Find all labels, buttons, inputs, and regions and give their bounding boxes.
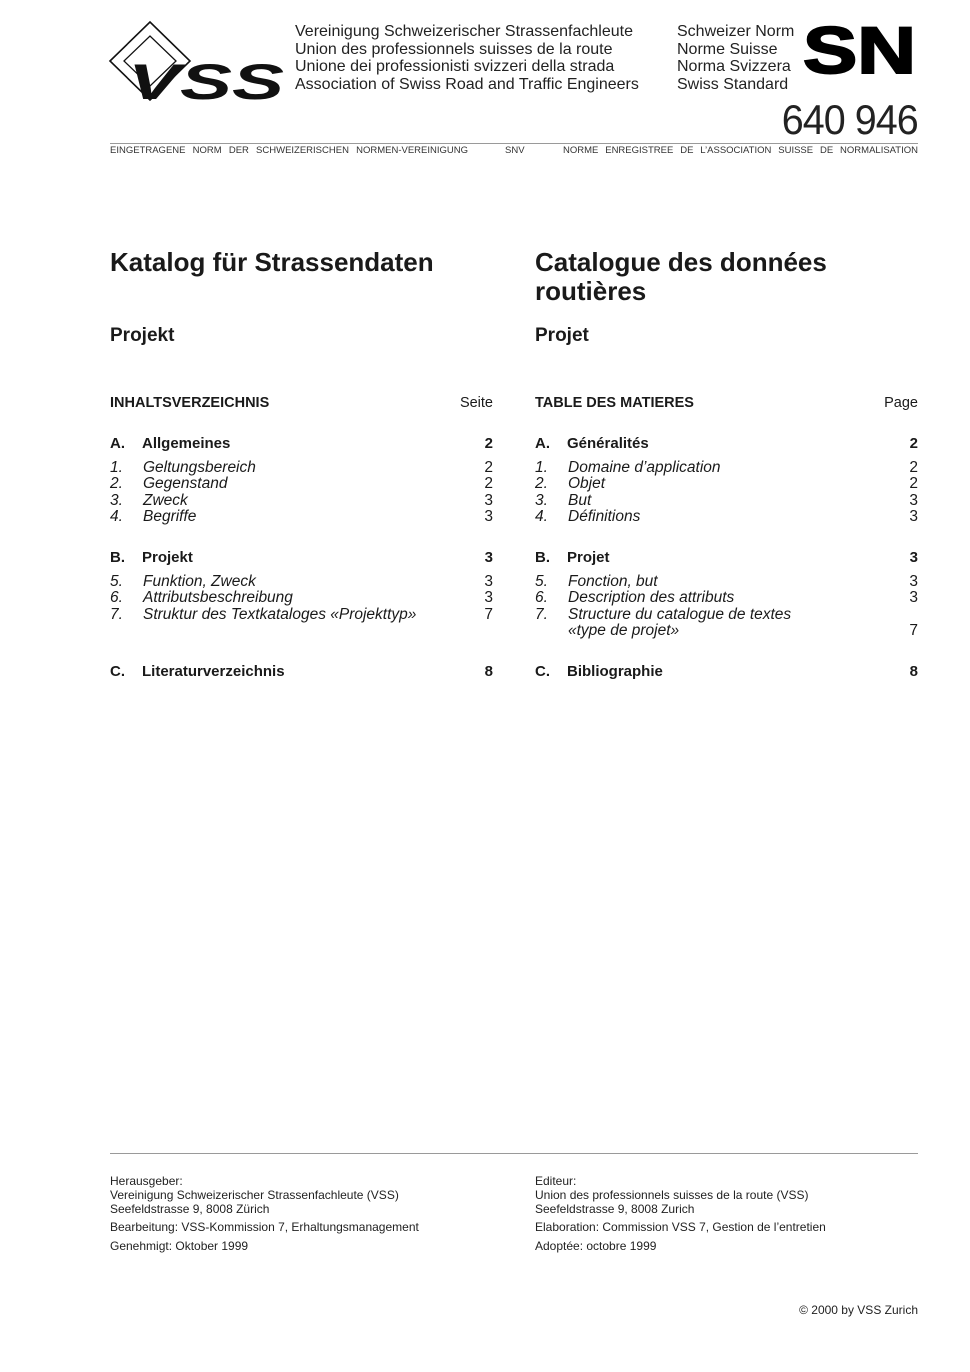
- toc-page-number: 3: [484, 508, 493, 526]
- toc-section-letter: C.: [110, 662, 125, 680]
- toc-item-title: Zweck: [143, 491, 188, 509]
- toc-section-b: [110, 550, 493, 566]
- toc-item-row: [110, 607, 493, 623]
- toc-section-title: Allgemeines: [142, 435, 231, 452]
- copyright-notice: © 2000 by VSS Zurich: [799, 1303, 918, 1317]
- standard-label-en: Swiss Standard: [677, 76, 789, 94]
- toc-item-title: Description des attributs: [568, 589, 735, 607]
- toc-section-c: [110, 664, 493, 680]
- toc-item-row: [110, 493, 493, 509]
- toc-item-row: [535, 607, 918, 640]
- toc-item-row: [535, 476, 918, 492]
- toc-item-title: Geltungsbereich: [143, 458, 256, 476]
- toc-page-number: 3: [484, 548, 493, 566]
- standard-label-de: Schweizer Norm: [677, 23, 795, 40]
- toc-item-number: 7.: [110, 605, 123, 623]
- organization-name-de: Vereinigung Schweizerischer Strassenfachleute: [295, 23, 633, 40]
- toc-item-number: 5.: [535, 572, 548, 590]
- toc-page-number: 3: [909, 548, 918, 566]
- toc-page-label: Seite: [459, 395, 493, 411]
- toc-page-number: 3: [484, 491, 493, 509]
- toc-section-a: [535, 436, 918, 452]
- footer-prepared-by-fr: Elaboration: Commission VSS 7, Gestion de l’entretien: [535, 1220, 826, 1234]
- toc-page-number: 3: [909, 589, 918, 607]
- footer-publisher-de: [110, 1174, 399, 1216]
- toc-item-row: [535, 460, 918, 476]
- toc-item-row: [110, 476, 493, 492]
- toc-section-row: [110, 436, 493, 452]
- toc-page-number: 3: [484, 572, 493, 590]
- toc-page-number: 2: [484, 458, 493, 476]
- standard-label-fr: Norme Suisse: [677, 40, 778, 58]
- footer-publisher-name: Vereinigung Schweizerischer Strassenfachleute (VSS): [110, 1188, 399, 1202]
- toc-items-a: [110, 460, 493, 526]
- sn-logo-text: SN: [803, 20, 916, 78]
- toc-section-row: [535, 550, 918, 566]
- toc-heading-row: [535, 395, 918, 411]
- toc-item-title: Funktion, Zweck: [143, 572, 256, 590]
- toc-section-row: [535, 664, 918, 680]
- toc-section-title: Literaturverzeichnis: [142, 662, 285, 680]
- toc-page-number: 3: [909, 491, 918, 509]
- footer-publisher-address: Seefeldstrasse 9, 8008 Zürich: [110, 1202, 270, 1216]
- toc-heading: INHALTSVERZEICHNIS: [110, 395, 270, 411]
- footer-publisher-name: Union des professionnels suisses de la route (VSS): [535, 1188, 809, 1202]
- toc-section-row: [110, 550, 493, 566]
- organization-name-fr: Union des professionnels suisses de la route: [295, 40, 613, 58]
- toc-item-number: 4.: [110, 508, 123, 526]
- toc-page-number: 3: [909, 508, 918, 526]
- toc-item-number: 6.: [535, 589, 548, 607]
- toc-item-title: Définitions: [568, 508, 641, 526]
- toc-item-row: [110, 590, 493, 606]
- toc-page-number: 2: [909, 458, 918, 476]
- toc-item-number: 6.: [110, 589, 123, 607]
- document-title: Katalog für Strassendaten: [110, 247, 434, 277]
- toc-item-title: Fonction, but: [568, 572, 658, 590]
- toc-section-letter: C.: [535, 662, 550, 680]
- toc-item-number: 7.: [535, 605, 548, 623]
- toc-item-title: Struktur des Textkataloges «Projekttyp»: [143, 605, 417, 623]
- toc-section-title: Généralités: [567, 435, 649, 452]
- footer-rule: [110, 1153, 918, 1154]
- toc-item-title: Attributsbeschreibung: [143, 589, 293, 607]
- toc-item-row: [535, 509, 918, 525]
- toc-item-title: But: [568, 491, 592, 509]
- toc-item-number: 1.: [535, 458, 548, 476]
- toc-items-b: [110, 574, 493, 623]
- toc-item-title: Gegenstand: [143, 475, 228, 493]
- column-de: [110, 0, 493, 700]
- toc-heading-row: [110, 395, 493, 411]
- toc-page-number: 2: [909, 435, 918, 452]
- toc-page-number: 7: [484, 605, 493, 623]
- registration-note-de: EINGETRAGENE NORM DER SCHWEIZERISCHEN NORMEN-VEREINIGUNG: [110, 145, 468, 156]
- norm-number: 640 946: [781, 96, 918, 143]
- toc-item-row: [110, 509, 493, 525]
- toc-section-letter: B.: [535, 548, 550, 566]
- footer-publisher-label: Editeur:: [535, 1174, 577, 1188]
- footer-publisher-address: Seefeldstrasse 9, 8008 Zurich: [535, 1202, 695, 1216]
- document-subtitle: Projekt: [110, 325, 175, 346]
- toc-page-number: 2: [484, 435, 493, 452]
- toc-item-number: 3.: [535, 491, 548, 509]
- toc-page-number: 8: [484, 662, 493, 680]
- footer-publisher-label: Herausgeber:: [110, 1174, 183, 1188]
- toc-section-letter: B.: [110, 548, 125, 566]
- toc-item-row: [535, 590, 918, 606]
- toc-item-title: Begriffe: [143, 508, 197, 526]
- toc-section-title: Projekt: [142, 548, 193, 566]
- toc-page-number: 3: [484, 589, 493, 607]
- registration-abbreviation: SNV: [505, 145, 525, 156]
- toc-item-number: 5.: [110, 572, 123, 590]
- toc-section-letter: A.: [110, 435, 125, 452]
- toc-item-row: [110, 460, 493, 476]
- document-title: Catalogue des données routières: [535, 247, 827, 306]
- toc-section-c: [535, 664, 918, 680]
- toc-heading: TABLE DES MATIERES: [535, 395, 694, 411]
- column-fr: [535, 0, 918, 700]
- toc-item-row: [535, 574, 918, 590]
- vss-logo-text: VSS: [128, 54, 284, 102]
- toc-page-number: 7: [909, 622, 918, 640]
- footer-approved-fr: Adoptée: octobre 1999: [535, 1239, 657, 1253]
- toc-item-number: 3.: [110, 491, 123, 509]
- toc-item-number: 2.: [535, 475, 548, 493]
- organization-name-en: Association of Swiss Road and Traffic Engineers: [295, 76, 639, 94]
- toc-item-number: 4.: [535, 508, 548, 526]
- toc-page-number: 2: [909, 475, 918, 493]
- document-subtitle: Projet: [535, 325, 589, 346]
- toc-page-label: Page: [884, 395, 918, 411]
- footer-approved-de: Genehmigt: Oktober 1999: [110, 1239, 249, 1253]
- toc-items-a: [535, 460, 918, 526]
- toc-items-b: [535, 574, 918, 640]
- toc-item-title: Objet: [568, 475, 606, 493]
- toc-section-title: Bibliographie: [567, 662, 663, 680]
- footer-publisher-fr: [535, 1174, 808, 1216]
- toc-section-row: [535, 436, 918, 452]
- toc-item-row: [110, 574, 493, 590]
- toc-section-title: Projet: [567, 548, 610, 566]
- registration-note-fr: NORME ENREGISTREE DE L’ASSOCIATION SUISSE DE NORMALISATION: [563, 145, 918, 156]
- organization-name-it: Unione dei professionisti svizzeri della strada: [295, 58, 615, 76]
- toc-page-number: 8: [909, 662, 918, 680]
- toc-section-row: [110, 664, 493, 680]
- footer-prepared-by-de: Bearbeitung: VSS-Kommission 7, Erhaltungsmanagement: [110, 1220, 419, 1234]
- toc-section-b: [535, 550, 918, 566]
- toc-item-number: 1.: [110, 458, 123, 476]
- toc-item-row: [535, 493, 918, 509]
- toc-page-number: 3: [909, 572, 918, 590]
- toc-item-title: Structure du catalogue de textes «type de projet»: [568, 605, 792, 640]
- toc-page-number: 2: [484, 475, 493, 493]
- toc-item-title: Domaine d’application: [568, 458, 721, 476]
- toc-section-letter: A.: [535, 435, 550, 452]
- toc-item-number: 2.: [110, 475, 123, 493]
- toc-section-a: [110, 436, 493, 452]
- standard-label-it: Norma Svizzera: [677, 58, 791, 76]
